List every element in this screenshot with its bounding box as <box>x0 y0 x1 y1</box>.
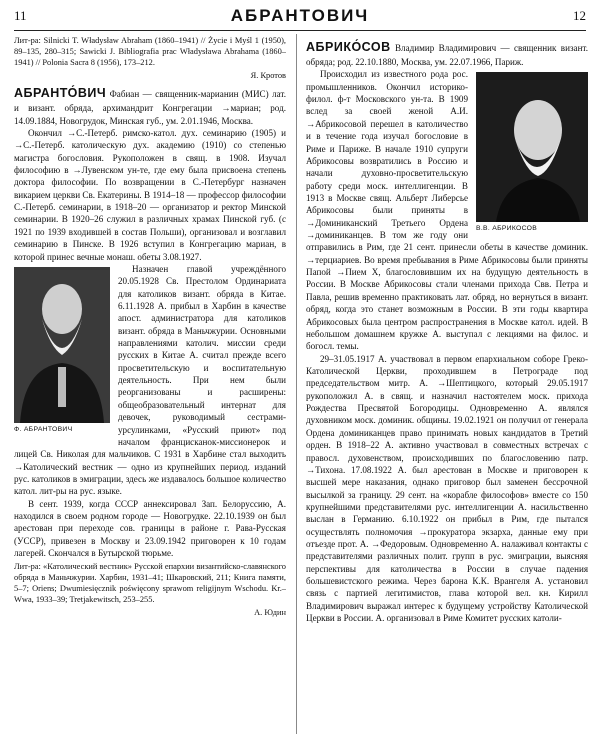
entry-intro: Фабиан — священник-марианин (МИС) лат. и визант. обряда, архимандрит Конгрегации →мариан; род. 14.09.1884, Новогрудок, Минская губ., ум. 2.01.1946, Москва. <box>14 89 286 126</box>
entry-headword: АБРИКО́СОВ <box>306 40 391 54</box>
literature-note: Лит-ра: «Католический вестник» Русской епархии византийско-славянского обряда в Маньчжурии. Харбин, 1931–41; Шкаровский, 211; Книга памяти, 5–7; Oriens; Dwumiesięcznik poświęcony sprawom religijnym Wschodu. Kr.–Wwa, 1933–39; Tretjakewitsch, 253–255. <box>14 562 286 605</box>
entry-abrikosov <box>306 39 588 68</box>
portrait-photo <box>14 267 110 423</box>
running-head: АБРАНТОВИЧ <box>230 6 370 25</box>
portrait-figure <box>476 72 588 233</box>
page-number-left: 11 <box>14 8 27 23</box>
portrait-caption: В.В. АБРИКОСОВ <box>476 225 538 233</box>
entry-abrantovich <box>14 85 286 127</box>
paragraph: 29–31.05.1917 А. участвовал в первом епархиальном соборе Греко-Католической Церкви, проходившем в Петрограде под председательством митр. А. →Шептицкого, который 29.05.1917 рукоположил А. в свящ. и назначил настоятелем моск. прихода Рождества Пресвятой Богородицы. Одновременно А. являлся духовником моск. доминик. общины. 19.02.1921 он получил от генерала Ордена доминиканцев право принимать новых кандидатов в Третий орден. В 1918–22 А. активно участвовал в совместных встречах с правосл. духовенством, происходивших по благословению патр. →Тихона. 17.08.1922 А. был арестован в Москве и приговорен к высшей мере наказания, однако приговор был заменен бессрочной высылкой за границу. 29 сент. на «корабле философов» вместе со 150 крупнейшими представителями рус. интеллигенции А. насильственно выслан в Германию. 6.10.1922 он прибыл в Рим, где пытался осуществлять полномочия →прокуратора экзарха, данные ему при отъезде прот. А. →Федоровым. Одновременно А. налаживал контакты с представителями различных полит. групп в рус. эмиграции, выясняя перспективы для католичества в России в случае падения большевистского режима. Через барона К.К. Врангеля А. установил связь с партией легитимистов, глава которой вел. кн. Кирилл Владимирович выражал интерес к будущему устройству Католической Церкви в России. А. организовал в Риме Комитет русских католи- <box>306 353 588 624</box>
paragraph: Окончил →С.-Петерб. римско-катол. дух. семинарию (1905) и →С.-Петерб. католическую дух. академию (1910) со степенью магистра богословия. Рукоположен в свящ. в 1908. Изучал философию в →Лувенском ун-те, где ему была присвоена степень доктора философии. По возвращении в С.-Петербург назначен викарием церкви Св. Екатерины. В 1914–18 — профессор философии С.-Петерб. семинарии, в 1918–20 — организатор и ректор Минской семинарии. В 1920–26 служил в различных храмах Пинской губ. (с 1921 по 1939 входившей в состав Польши), организовал и возглавил семинарию в Пинске. В 1926 вступил в Конгрегацию мариан, в которой принес вечные монаш. обеты 3.08.1927. <box>14 127 286 262</box>
entry-intro: Владимир Владимирович — священник визант. обряда; род. 22.10.1880, Москва, ум. 22.07.1966, Париж. <box>306 43 588 67</box>
literature-note-previous: Лит-ра: Silnicki T. Władysław Abraham (1860–1941) // Życie i Myśl 1 (1950), 89–135, 280–315; Sawicki J. Bibliografia prac Władysława Abrahama (1860–1941) // Polonia Sacra 8 (1956), 173–212. <box>14 36 286 67</box>
author-signature: А. Юдин <box>254 608 286 618</box>
header-rule <box>14 30 586 31</box>
paragraph: В сент. 1939, когда СССР аннексировал Зап. Белоруссию, А. находился в своем родном городе — Новогрудке. 22.10.1939 он был арестован при переходе сов. границы в районе г. Рава-Русская (УССР), привезен в Москву и 23.09.1942 приговорен к 10 годам лагерей. Скончался в Бутырской тюрьме. <box>14 498 286 559</box>
portrait-silhouette <box>14 267 110 423</box>
entry-headword: АБРАНТО́ВИЧ <box>14 86 107 101</box>
page-number-right: 12 <box>573 8 586 23</box>
left-column <box>14 36 286 623</box>
author-signature: Я. Кротов <box>250 70 286 80</box>
right-column <box>306 36 588 625</box>
portrait-figure <box>14 267 110 434</box>
paragraph: Происходил из известного рода рос. промышленников. Окончил историко-филол. ф-т Московского ун-та. В 1909 вслед за своей женой А.И. →Абрикосовой перешел в католичество и в течение года изучал богословие в Риме и Париже. В начале 1910 супруги Абрикосовы возвратились в Россию и начали духовно-просветительскую работу среди моск. интеллигенции. В 1913 в Москве свящ. Альберт Либерсье Абрикосовы были приняты в →Доминиканский Третьего Ордена →доминиканцев. В том же году они отправились в Рим, где 21 сент. принесли обеты в качестве доминик. →терциариев. Во время пребывания в Риме Абрикосовы были приняты Папой →Пием X, благословившим их на будущую деятельность в России. В Москве Абрикосовы стали членами прихода Свв. Петра и Павла, решив временно практиковать лат. обряд, но вернуться в визант. обряд, когда это станет возможным в России. В эти годы квартира Абрикосовых была центром распространения в Москве катол. идей. В небольшом домашнем кружке А. выступал с лекциями на филос. и богосл. темы. <box>306 69 588 352</box>
paragraph: Назначен главой учреждённого 20.05.1928 Св. Престолом Ординариата для католиков визант. обряда в Китае. 6.11.1928 А. прибыл в Харбин в качестве апост. администратора для католиков визант. обряда в Маньчжурии. Основными направлениями католич. миссии среди русских в Китае А. считал прежде всего просветительскую и воспитательную деятельность. При нем были реорганизованы и расширены: общеобразовательный интернат для девочек, руководимый сестрами-урсулинками, «Русский приют» под началом францисканок-миссионерок и лицей Св. Николая для мальчиков. С 1931 в Харбине стал выходить →Католический вестник — одно из крупнейших период. изданий рус. католиков в эмиграции, здесь же издавалось большое количество катол. лит-ры на рус. языке. <box>14 263 286 497</box>
portrait-caption: Ф. АБРАНТОВИЧ <box>14 425 73 433</box>
column-divider <box>296 34 297 734</box>
portrait-silhouette <box>476 72 588 222</box>
page-header <box>14 6 586 28</box>
portrait-photo <box>476 72 588 222</box>
